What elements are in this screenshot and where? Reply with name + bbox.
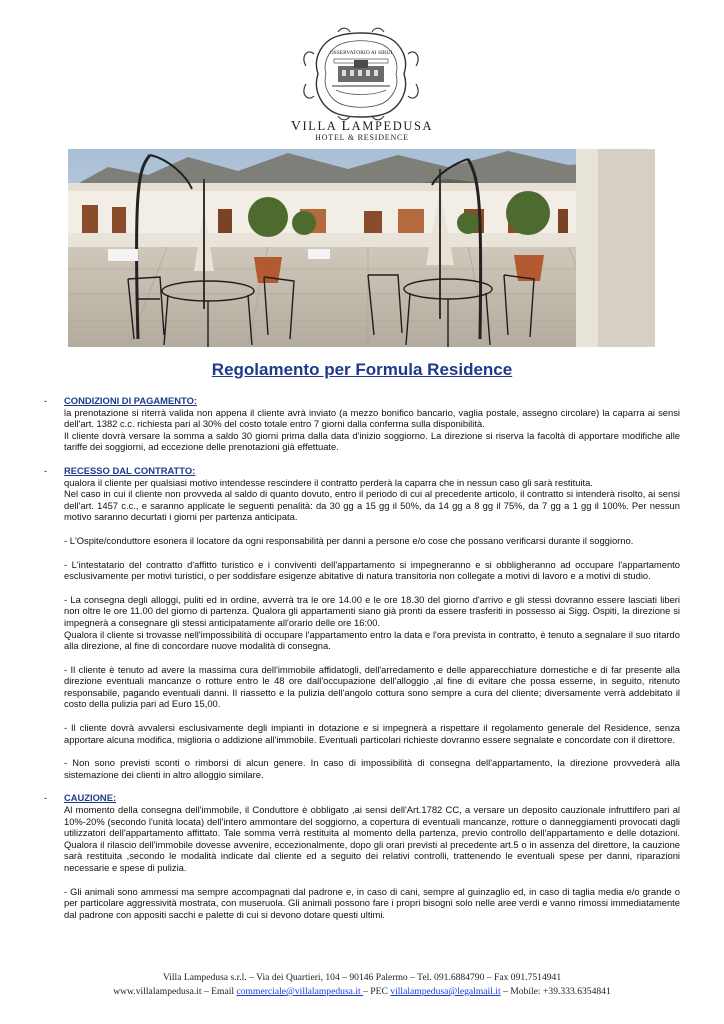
brand-initial-v: V: [290, 119, 303, 134]
paragraph: - La consegna degli alloggi, puliti ed in ordine, avverrà tra le ore 14.00 e le ore 18.30 del giorno d'arrivo e gli stessi dovranno essere lasciati liberi non oltre le ore 11.00 del giorno di partenza. Qualora gli appartamenti siano già pronti da essere trasferiti in possesso ai Sigg. Ospiti, la direzione si impegnerà a consegnare gli stessi anticipatamente all'orario delle ore 16:00.: [64, 593, 680, 628]
paragraph: - L'Ospite/conduttore esonera il locatore da ogni responsabilità per danni a persone e/o cose che possano verificarsi durante il soggiorno.: [64, 534, 634, 546]
footer-address: Villa Lampedusa s.r.l. – Via dei Quartieri, 104 – 90146 Palermo – Tel. 091.6884790 – Fax 091.7514941: [162, 972, 562, 983]
brand-word-villa: ILLA: [302, 119, 342, 133]
paragraph: Qualora il cliente si trovasse nell'impossibilità di occupare l'appartamento entro la data e l'ora prevista in contratto, è tenuto a segnalare il suo ritardo alla direzione, al fine di concordare nuove modalità di consegna.: [64, 628, 680, 652]
footer-website: www.villalampedusa.it: [113, 986, 202, 997]
paragraph: Nel caso in cui il cliente non provveda al saldo di quanto dovuto, entro il periodo di cui al precedente articolo, il contratto si intenderà risolto, ai sensi dell'art. 1457 c.c., e saranno applicate le seguenti penalità: da 30 gg a 15 gg il 50%, da 14 gg a 8 gg il 75%, da 7 gg a 1 gg il 100%. Per nessun motivo saranno decurtati i giorni per partenza anticipata.: [64, 488, 680, 523]
paragraph: Al momento della consegna dell'immobile, il Conduttore è obbligato ,ai sensi dell'Art.1782 CC, a versare un deposito cauzionale infruttifero pari al 10%-20% (secondo l'unità locata) dell'intero ammontare del soggiorno, a copertura di eventuali mancanze, rotture o danneggiamenti provocati dagli utilizzatori dell'appartamento affittato. Tale somma verrà restituita al momento della partenza, previo controllo dell'appartamento e delle dotazioni. Qualora il rilascio dell'immobile dovesse avvenire, eccezionalmente, dopo gli orari previsti al precedente art.5 o in assenza del direttore, la cauzione sarà restituita ,secondo le modalità indicate dal cliente ed a seguito dei relativi controlli, trattenendo le eventuali spese per danni, riparazioni necessarie e spese di pulizia.: [64, 804, 680, 873]
paragraph: qualora il cliente per qualsiasi motivo intendesse rescindere il contratto perderà la caparra che in nessun caso gli sarà restituita.: [64, 476, 593, 488]
courtyard-photo: [68, 149, 655, 347]
brand-word-lampedusa: AMPEDUSA: [351, 119, 434, 133]
logo-emblem-icon: [298, 26, 424, 122]
footer-email-label: – Email: [201, 986, 237, 997]
paragraph: la prenotazione si riterrà valida non appena il cliente avrà inviato (a mezzo bonifico bancario, vaglia postale, assegno circolare) la caparra ai sensi dell'art. 1382 c.c. richiesta pari al 30% del costo totale entro 7 giorni dalla conferma sulla disponibilità.: [64, 406, 680, 430]
brand-initial-l: L: [341, 119, 352, 134]
logo-arc-text: OSSERVATORIO AI SIRUI: [329, 50, 393, 56]
section-withdrawal: [44, 464, 680, 780]
paragraph: - Gli animali sono ammessi ma sempre accompagnati dal padrone e, in caso di cani, sempre al guinzaglio ed, in caso di taglia media e/o grande o per particolare aggressività mostrata, con museruola. Gli animali possono fare i propri bisogni solo nelle aree verdi e vanno rimossi immediatamente dal padrone con appositi sacchi e palette di cui si devono dotare questi ultimi.: [64, 885, 680, 920]
paragraph: Il cliente dovrà versare la somma a saldo 30 giorni prima dalla data d'inizio soggiorno. La direzione si riserva la facoltà di apportare modifiche alle tariffe dei soggiorni, ad eccezione delle prenotazioni già effettuate.: [64, 429, 680, 453]
footer-pec-label: – PEC: [363, 986, 391, 997]
section-deposit: [44, 792, 680, 920]
footer-email-link[interactable]: commerciale@villalampedusa.it: [236, 986, 364, 997]
bullet-dash: -: [44, 395, 48, 406]
paragraph: - Il cliente dovrà avvalersi esclusivamente degli impianti in dotazione e si impegnerà a rispettare il regolamento generale del Residence, senza apportare alcuna modifica, miglioria o addizione all'immobile. Eventuali particolari richieste dovranno essere segnalate e concordate con il direttore.: [64, 722, 680, 745]
section-heading: CONDIZIONI DI PAGAMENTO:: [64, 395, 197, 406]
paragraph: - Il cliente è tenuto ad avere la massima cura dell'immobile affidatogli, dell'arredamento e delle apparecchiature domestiche e di far presente alla direzione eventuali mancanze o rotture entro le 48 ore dall'occupazione dell'alloggio ,al fine di evitare che possa esserne, in seguito, ritenuto responsabile, pagando eventuali danni. Il riassetto e la pulizia dell'angolo cottura sono sempre a cura del cliente; diversamente verrà addebitato il costo della pulizia pari ad Euro 15,00.: [64, 663, 680, 710]
brand-subtitle: HOTEL & RESIDENCE: [315, 133, 409, 142]
regulation-body: [44, 395, 680, 920]
section-payment: [44, 395, 680, 453]
paragraph: - L'intestatario del contratto d'affitto turistico e i conviventi dell'appartamento si impegneranno e si obbligheranno ad occupare l'appartamento esclusivamente per motivi turistici, o per soddisfare esigenze abitative di natura transitoria non collegate a motivi di lavoro e a motivi di studio.: [64, 558, 680, 582]
footer-pec-link[interactable]: villalampedusa@legalmail.it: [390, 986, 501, 997]
page-title: Regolamento per Formula Residence: [211, 360, 513, 379]
bullet-dash: -: [44, 464, 48, 476]
section-heading: RECESSO DAL CONTRATTO:: [64, 464, 196, 476]
footer-contacts: [0, 986, 724, 997]
paragraph: - Non sono previsti sconti o rimborsi di alcun genere. In caso di impossibilità di consegna dell'appartamento, la direzione provvederà alla sistemazione dei clienti in altro alloggio similare.: [64, 757, 680, 780]
footer-mobile: – Mobile: +39.333.6354841: [500, 986, 611, 997]
villa-lampedusa-logo: [298, 26, 424, 122]
bullet-dash: -: [44, 792, 48, 804]
section-heading: CAUZIONE:: [64, 792, 117, 804]
